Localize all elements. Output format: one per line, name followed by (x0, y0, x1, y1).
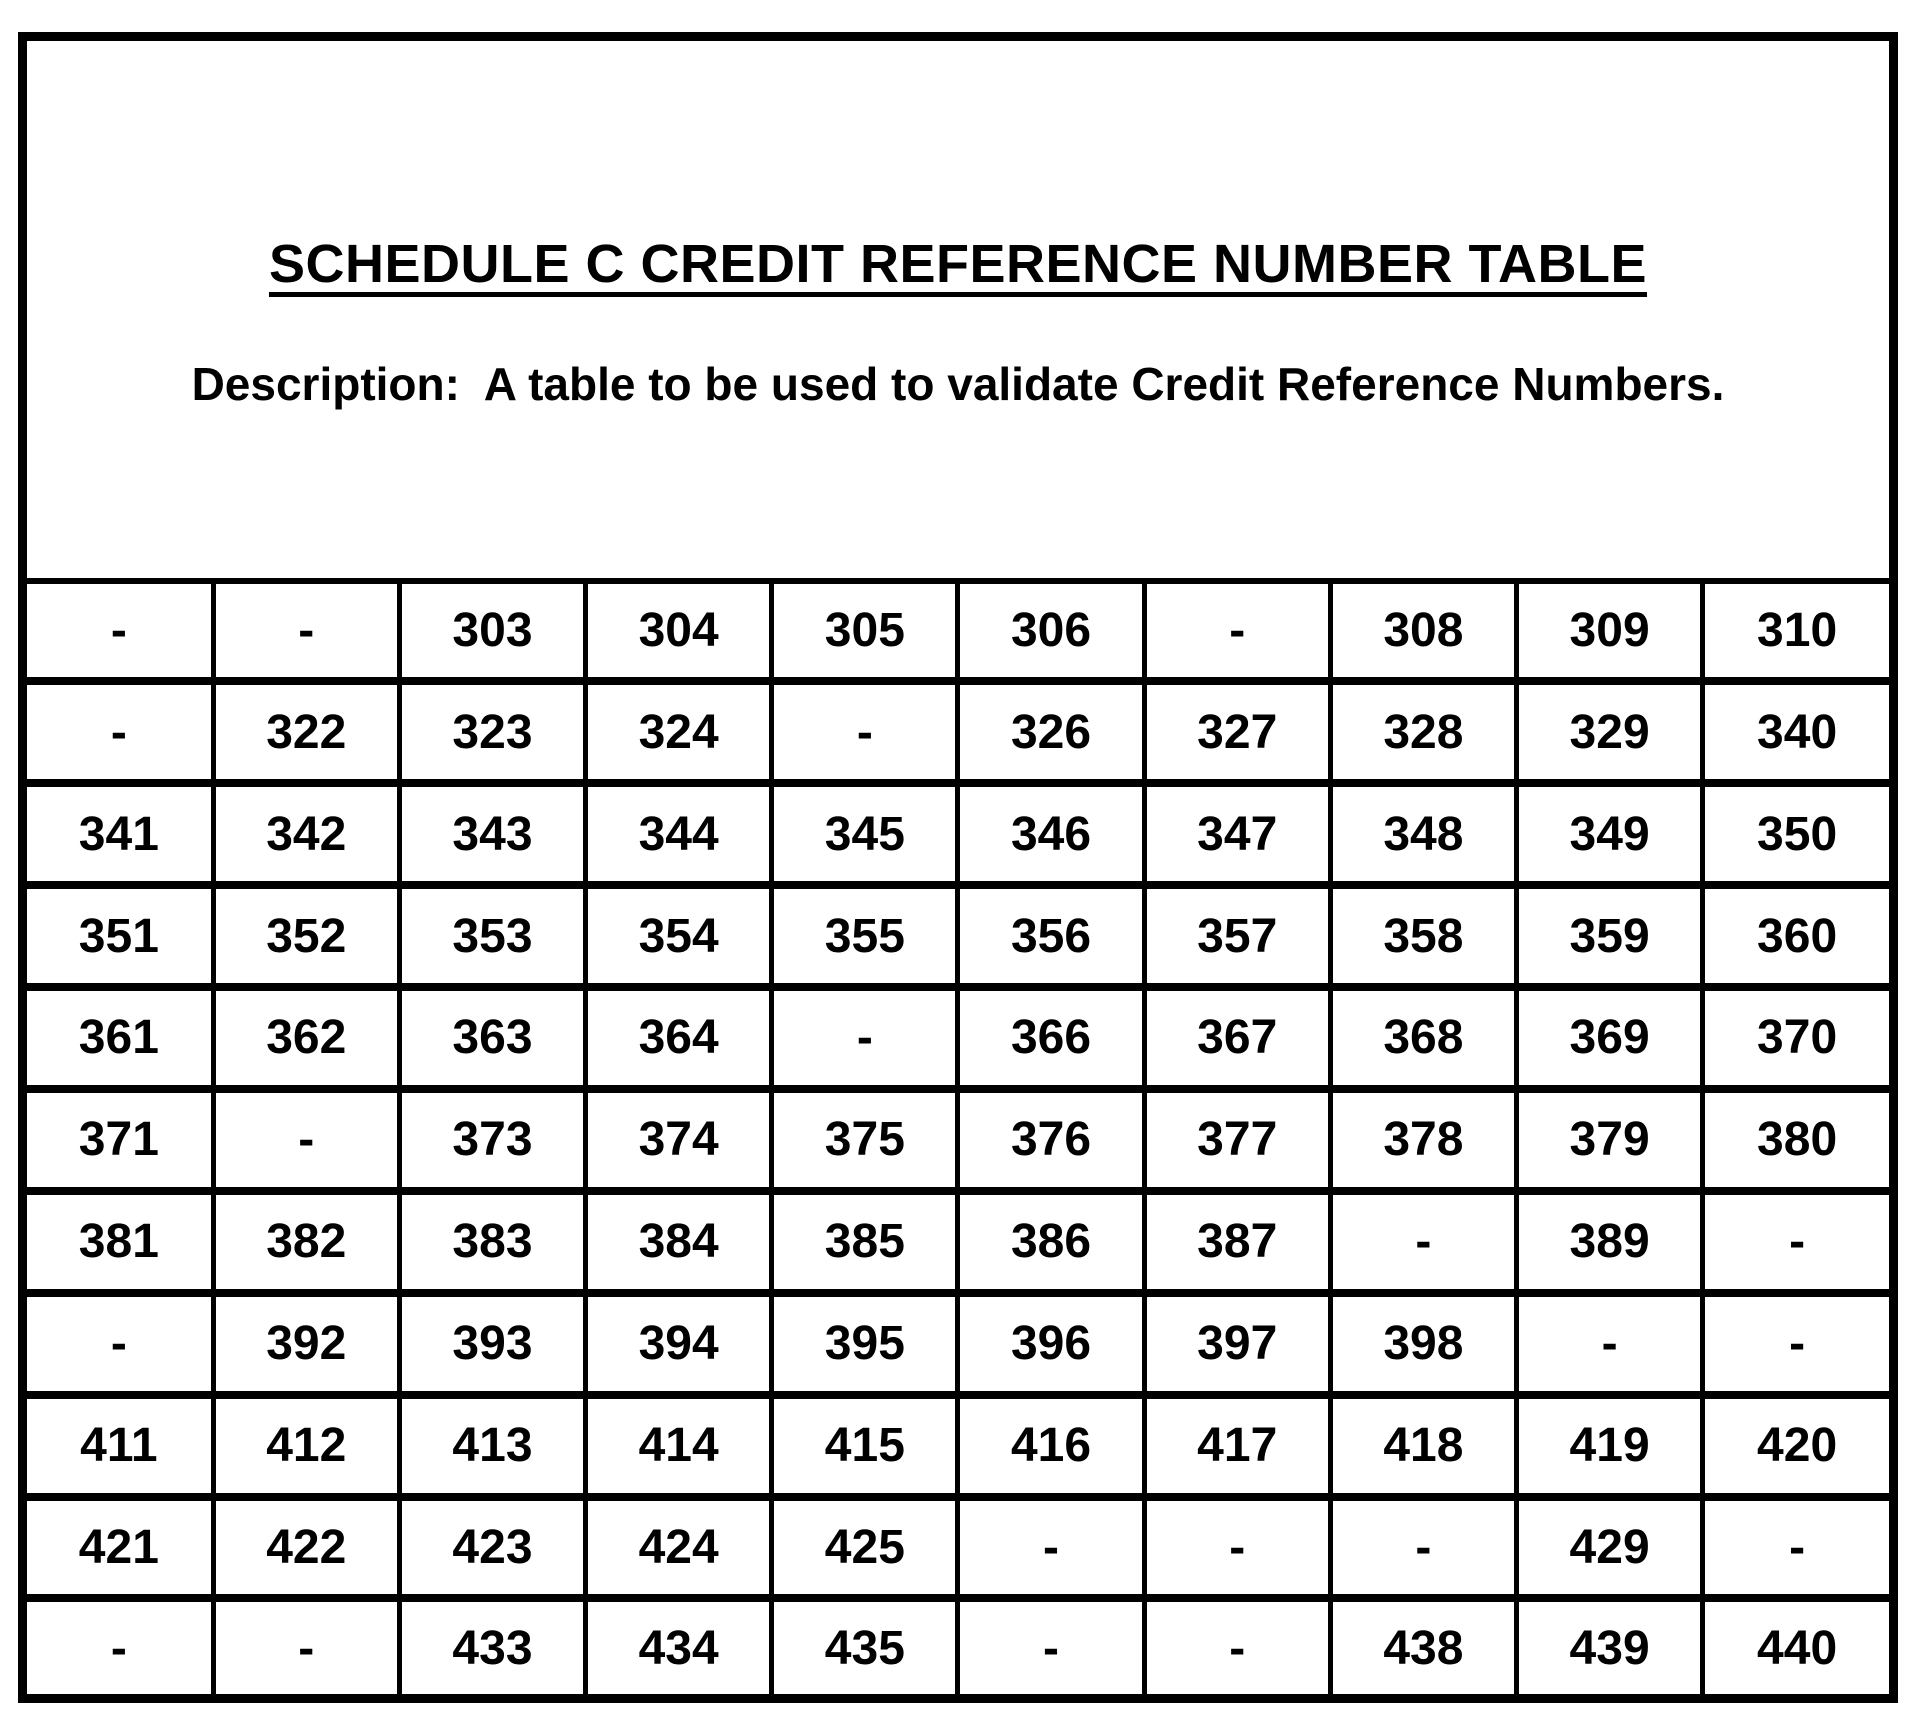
table-cell: 353 (399, 885, 585, 987)
table-cell: 383 (399, 1191, 585, 1293)
table-cell: 366 (958, 987, 1144, 1089)
table-cell: 356 (958, 885, 1144, 987)
table-cell: 373 (399, 1089, 585, 1191)
table-cell: 413 (399, 1395, 585, 1497)
table-cell: 310 (1703, 581, 1889, 681)
table-cell: 424 (586, 1497, 772, 1599)
document-border-frame (18, 32, 1898, 1703)
table-cell: 421 (27, 1497, 213, 1599)
table-cell: 417 (1144, 1395, 1330, 1497)
table-cell: 308 (1330, 581, 1516, 681)
table-cell: 323 (399, 681, 585, 783)
table-cell: 440 (1703, 1598, 1889, 1694)
table-cell: 435 (772, 1598, 958, 1694)
table-cell: 411 (27, 1395, 213, 1497)
document-description: Description: A table to be used to validate Credit Reference Numbers. (191, 358, 1725, 410)
table-row (27, 885, 1889, 987)
table-cell: 303 (399, 581, 585, 681)
table-cell: 415 (772, 1395, 958, 1497)
table-cell: 374 (586, 1089, 772, 1191)
table-row (27, 987, 1889, 1089)
table-cell: 355 (772, 885, 958, 987)
table-cell: 420 (1703, 1395, 1889, 1497)
table-cell: 350 (1703, 783, 1889, 885)
table-cell: 376 (958, 1089, 1144, 1191)
table-cell: 379 (1517, 1089, 1703, 1191)
table-cell: 389 (1517, 1191, 1703, 1293)
table-cell: 354 (586, 885, 772, 987)
table-cell: 368 (1330, 987, 1516, 1089)
table-cell: 398 (1330, 1293, 1516, 1395)
table-cell: 380 (1703, 1089, 1889, 1191)
table-cell: 397 (1144, 1293, 1330, 1395)
table-cell: 328 (1330, 681, 1516, 783)
table-cell: 377 (1144, 1089, 1330, 1191)
table-cell: 309 (1517, 581, 1703, 681)
table-cell: 418 (1330, 1395, 1516, 1497)
table-cell: - (1703, 1293, 1889, 1395)
table-cell: 416 (958, 1395, 1144, 1497)
table-cell: 375 (772, 1089, 958, 1191)
table-cell: 422 (213, 1497, 399, 1599)
table-row (27, 681, 1889, 783)
table-cell: 362 (213, 987, 399, 1089)
table-cell: 387 (1144, 1191, 1330, 1293)
table-cell: 305 (772, 581, 958, 681)
table-cell: 345 (772, 783, 958, 885)
table-cell: - (1144, 1497, 1330, 1599)
table-cell: 414 (586, 1395, 772, 1497)
table-cell: 425 (772, 1497, 958, 1599)
table-cell: 346 (958, 783, 1144, 885)
table-cell: 438 (1330, 1598, 1516, 1694)
table-cell: - (1517, 1293, 1703, 1395)
table-cell: 419 (1517, 1395, 1703, 1497)
table-row (27, 1395, 1889, 1497)
table-cell: 359 (1517, 885, 1703, 987)
table-cell: 364 (586, 987, 772, 1089)
table-cell: 357 (1144, 885, 1330, 987)
table-cell: 344 (586, 783, 772, 885)
table-cell: 370 (1703, 987, 1889, 1089)
table-cell: 392 (213, 1293, 399, 1395)
table-cell: 340 (1703, 681, 1889, 783)
table-cell: 326 (958, 681, 1144, 783)
table-cell: - (213, 1598, 399, 1694)
table-cell: 384 (586, 1191, 772, 1293)
table-cell: 386 (958, 1191, 1144, 1293)
table-cell: 306 (958, 581, 1144, 681)
table-cell: 433 (399, 1598, 585, 1694)
table-cell: 304 (586, 581, 772, 681)
table-cell: 393 (399, 1293, 585, 1395)
table-cell: - (110, 1621, 127, 1675)
table-cell: 412 (213, 1395, 399, 1497)
table-cell: 324 (586, 681, 772, 783)
table-cell: - (213, 1089, 399, 1191)
table-cell: 347 (1144, 783, 1330, 885)
table-cell: 434 (586, 1598, 772, 1694)
table-cell: - (27, 1293, 213, 1395)
table-cell: - (1703, 1497, 1889, 1599)
table-cell: 352 (213, 885, 399, 987)
table-cell: 423 (399, 1497, 585, 1599)
table-row (27, 1089, 1889, 1191)
table-cell: 361 (27, 987, 213, 1089)
table-cell: - (27, 581, 213, 681)
page-title: SCHEDULE C CREDIT REFERENCE NUMBER TABLE (268, 234, 1648, 294)
table-cell: 395 (772, 1293, 958, 1395)
table-cell: 378 (1330, 1089, 1516, 1191)
table-cell: - (1144, 581, 1330, 681)
table-cell: - (1330, 1497, 1516, 1599)
credit-reference-table (27, 578, 1889, 1694)
table-cell: 381 (27, 1191, 213, 1293)
table-cell: 351 (27, 885, 213, 987)
table-cell: 385 (772, 1191, 958, 1293)
table-cell: 329 (1517, 681, 1703, 783)
table-cell: - (772, 681, 958, 783)
document-header (27, 41, 1889, 578)
table-row (27, 581, 1889, 681)
table-cell: 382 (213, 1191, 399, 1293)
table-cell: 429 (1517, 1497, 1703, 1599)
table-cell: - (958, 1497, 1144, 1599)
table-cell: 394 (586, 1293, 772, 1395)
table-row (27, 1191, 1889, 1293)
table-cell: 396 (958, 1293, 1144, 1395)
table-cell: - (1330, 1191, 1516, 1293)
table-row (27, 1497, 1889, 1599)
table-cell: 349 (1517, 783, 1703, 885)
table-cell: 439 (1517, 1598, 1703, 1694)
table-row (27, 1293, 1889, 1395)
table-cell: 341 (27, 783, 213, 885)
table-cell: 369 (1517, 987, 1703, 1089)
table-row (27, 1598, 1889, 1694)
table-cell: 322 (213, 681, 399, 783)
table-cell: 348 (1330, 783, 1516, 885)
table-cell: 327 (1144, 681, 1330, 783)
table-cell: - (1144, 1598, 1330, 1694)
table-cell: 363 (399, 987, 585, 1089)
table-cell: 358 (1330, 885, 1516, 987)
table-cell: 367 (1144, 987, 1330, 1089)
table-cell: 343 (399, 783, 585, 885)
table-cell: - (213, 581, 399, 681)
table-cell: - (958, 1598, 1144, 1694)
table-cell: 342 (213, 783, 399, 885)
table-cell: 371 (27, 1089, 213, 1191)
table-cell: - (772, 987, 958, 1089)
table-cell: - (1703, 1191, 1889, 1293)
table-cell: 360 (1703, 885, 1889, 987)
table-row (27, 783, 1889, 885)
table-cell: - (27, 681, 213, 783)
